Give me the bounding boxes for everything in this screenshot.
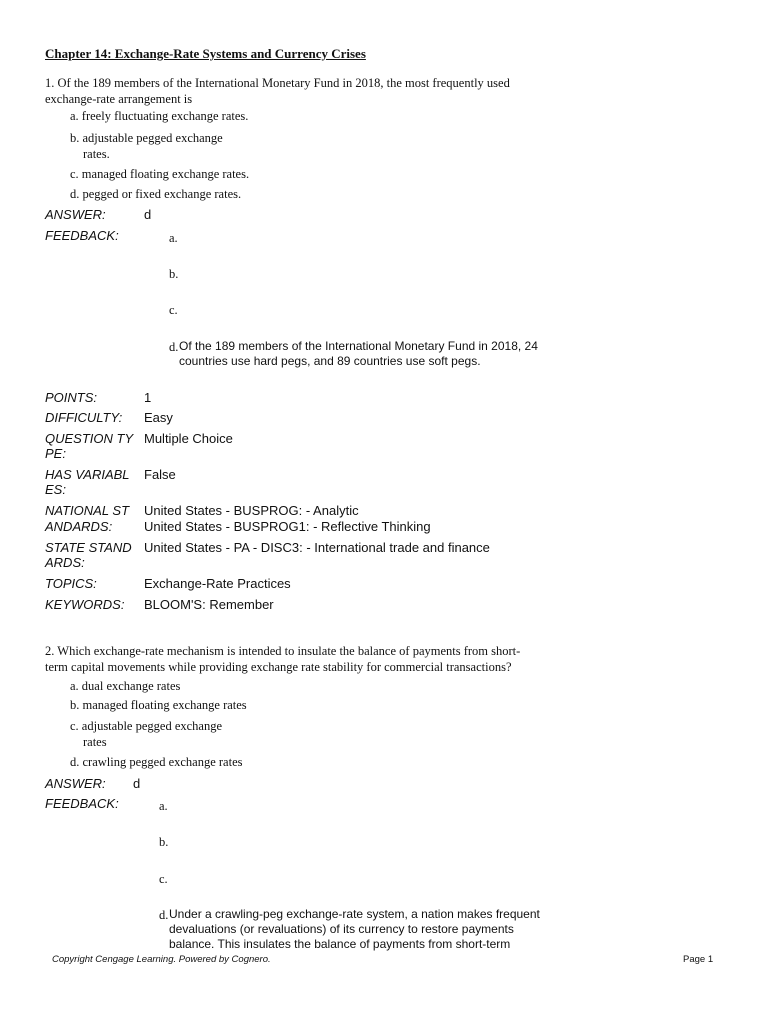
has-variables-label: HAS VARIABL (45, 467, 130, 482)
question-2-stem-line-2: term capital movements while providing exchange rate stability for commercial transactions? (45, 660, 512, 674)
question-2-feedback-label: FEEDBACK: (45, 796, 119, 811)
question-1-stem-line-2: exchange-rate arrangement is (45, 92, 193, 106)
page-title: Chapter 14: Exchange-Rate Systems and Currency Crises (45, 46, 366, 61)
question-1-feedback-d-line-2: countries use hard pegs, and 89 countries use soft pegs. (179, 354, 481, 368)
question-2-answer-label: ANSWER: (45, 776, 106, 791)
question-1-answer-value: d (144, 207, 152, 222)
question-1-stem-line-1: 1. Of the 189 members of the International Monetary Fund in 2018, the most frequently used (45, 76, 510, 90)
question-2-feedback-c: c. (159, 872, 168, 886)
national-standard-2: United States - BUSPROG1: - Reflective Thinking (144, 519, 431, 534)
question-type-label: QUESTION TY (45, 431, 134, 446)
question-type-label-cont: PE: (45, 446, 66, 461)
difficulty-value: Easy (144, 410, 173, 425)
has-variables-label-cont: ES: (45, 482, 66, 497)
question-2-stem-line-1: 2. Which exchange-rate mechanism is intended to insulate the balance of payments from short- (45, 644, 521, 658)
points-value: 1 (144, 390, 152, 405)
question-2-feedback-d-line-1: Under a crawling-peg exchange-rate system, a nation makes frequent (169, 907, 540, 921)
state-standard-value: United States - PA - DISC3: - International trade and finance (144, 540, 490, 555)
question-1-feedback-b: b. (169, 267, 179, 281)
question-2-feedback-d-line-2: devaluations (or revaluations) of its currency to restore payments (169, 922, 514, 936)
question-2-feedback-b: b. (159, 835, 169, 849)
state-standards-label: STATE STAND (45, 540, 132, 555)
question-1-feedback-d-line-1: Of the 189 members of the International Monetary Fund in 2018, 24 (179, 339, 538, 353)
question-2-feedback-d-line-3: balance. This insulates the balance of payments from short-term (169, 937, 511, 951)
question-1-option-a: a. freely fluctuating exchange rates. (70, 109, 249, 123)
question-1-option-b-cont: rates. (83, 147, 110, 161)
keywords-value: BLOOM'S: Remember (144, 597, 274, 612)
difficulty-label: DIFFICULTY: (45, 410, 123, 425)
points-label: POINTS: (45, 390, 98, 405)
has-variables-value: False (144, 467, 176, 482)
question-2-option-c: c. adjustable pegged exchange (70, 719, 223, 733)
question-2-option-c-cont: rates (83, 735, 107, 749)
topics-value: Exchange-Rate Practices (144, 576, 291, 591)
question-2-option-a: a. dual exchange rates (70, 679, 181, 693)
question-2-option-b: b. managed floating exchange rates (70, 698, 247, 712)
national-standard-1: United States - BUSPROG: - Analytic (144, 503, 359, 518)
question-1-answer-label: ANSWER: (45, 207, 106, 222)
topics-label: TOPICS: (45, 576, 97, 591)
question-1-feedback-d: d. (169, 340, 179, 354)
national-standards-label-cont: ANDARDS: (45, 519, 113, 534)
question-1-option-c: c. managed floating exchange rates. (70, 167, 250, 181)
keywords-label: KEYWORDS: (45, 597, 125, 612)
question-1-feedback-c: c. (169, 303, 178, 317)
question-2-feedback-d: d. (159, 908, 169, 922)
question-type-value: Multiple Choice (144, 431, 233, 446)
question-2-answer-value: d (133, 776, 141, 791)
question-2-feedback-a: a. (159, 799, 168, 813)
question-2-option-d: d. crawling pegged exchange rates (70, 755, 243, 769)
footer-copyright: Copyright Cengage Learning. Powered by Cognero. (52, 954, 271, 965)
question-1-feedback-label: FEEDBACK: (45, 228, 119, 243)
question-1-option-b: b. adjustable pegged exchange (70, 131, 223, 145)
question-1-option-d: d. pegged or fixed exchange rates. (70, 187, 242, 201)
question-1-feedback-a: a. (169, 231, 178, 245)
national-standards-label: NATIONAL ST (45, 503, 130, 518)
footer-page-number: Page 1 (683, 954, 714, 965)
state-standards-label-cont: ARDS: (45, 555, 85, 570)
